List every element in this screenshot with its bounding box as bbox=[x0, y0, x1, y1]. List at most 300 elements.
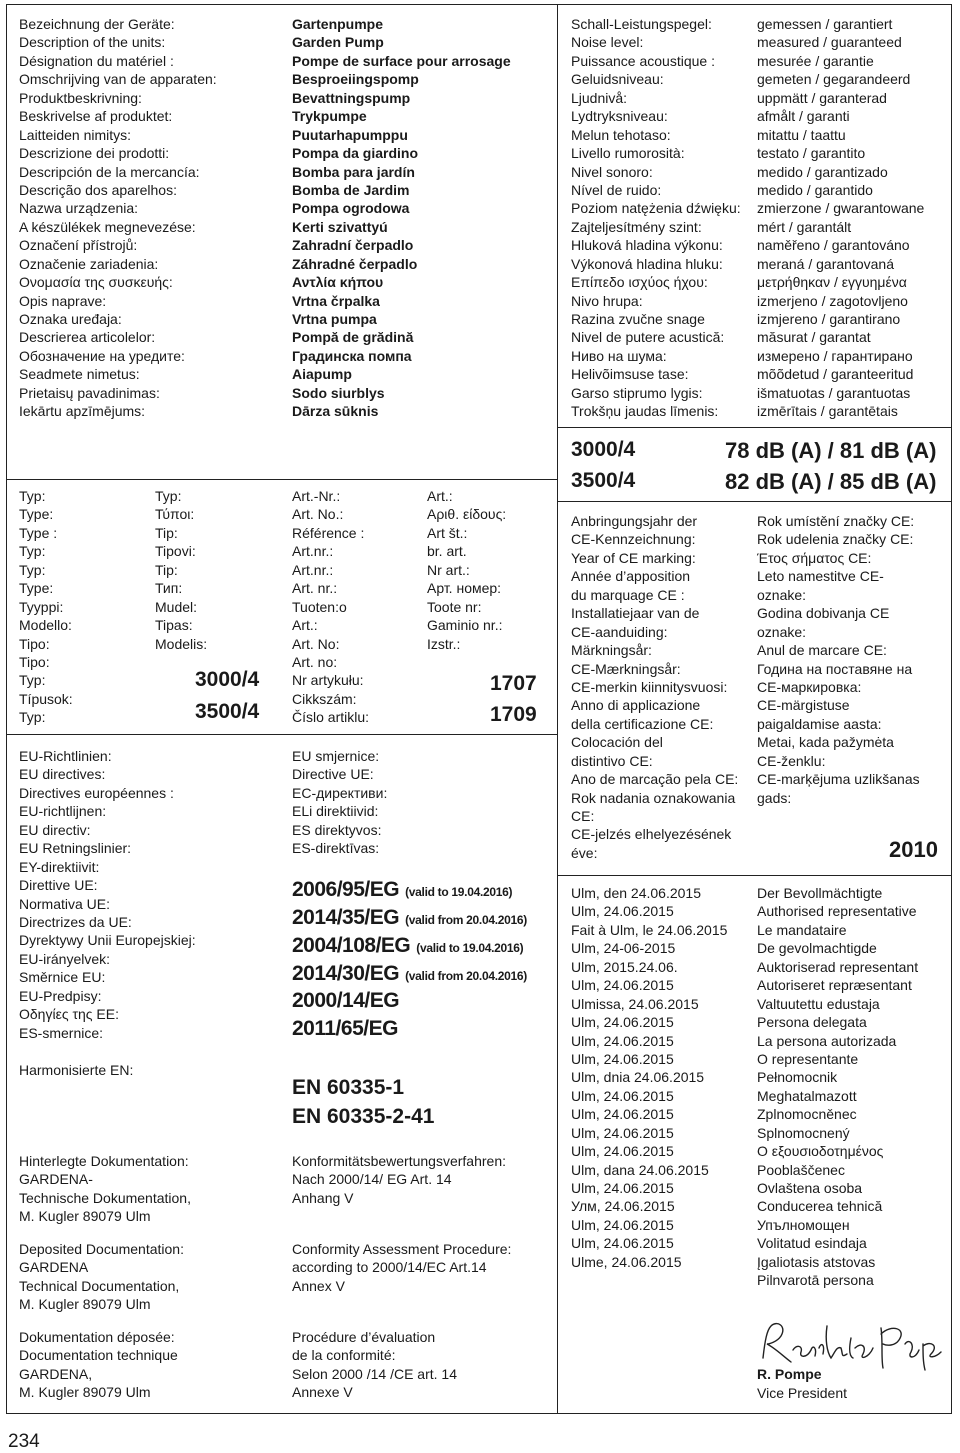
signatory-title: Vice President bbox=[757, 1385, 848, 1401]
ce-label: CE-marķējuma uzlikšanas bbox=[757, 771, 920, 788]
eu-directive-label: EU Retningslinier: bbox=[19, 840, 132, 857]
noise-result-3000: 78 dB (A) / 81 dB (A) bbox=[725, 438, 937, 463]
doc-line: M. Kugler 89079 Ulm bbox=[19, 1384, 151, 1401]
noise-value: zmierzone / gwarantowane bbox=[757, 200, 925, 217]
type-label: Modello: bbox=[19, 617, 72, 634]
eu-directive-labels-left bbox=[19, 747, 196, 1042]
eu-directive-label: ES-smernice: bbox=[19, 1024, 104, 1041]
article-label: Art. no: bbox=[292, 653, 338, 670]
eu-directive-labels-right bbox=[292, 747, 387, 858]
section-divider bbox=[6, 479, 557, 480]
ce-label: Година на поставяне на bbox=[757, 660, 913, 677]
type-label: Mudel: bbox=[155, 598, 198, 615]
device-name: Garden Pump bbox=[292, 34, 384, 51]
type-label: Typ: bbox=[19, 672, 46, 689]
representative-title: Ovlaštena osoba bbox=[757, 1180, 863, 1196]
representative-title: Der Bevollmächtigte bbox=[757, 885, 883, 901]
representative-title: Volitatud esindaja bbox=[757, 1235, 867, 1252]
device-label: Seadmete nimetus: bbox=[19, 366, 140, 383]
representative-title: La persona autorizada bbox=[757, 1032, 897, 1049]
eu-directive-label: EY-direktiivit: bbox=[19, 858, 100, 875]
signatory-name: R. Pompe bbox=[757, 1366, 822, 1382]
article-value-1707: 1707 bbox=[490, 672, 537, 695]
article-label: Nr art.: bbox=[427, 561, 470, 578]
place-date: Ulm, 24.06.2015 bbox=[571, 1124, 674, 1141]
device-label: Beskrivelse af produktet: bbox=[19, 108, 173, 125]
device-label: Opis naprave: bbox=[19, 292, 107, 309]
doc-line: Deposited Documentation: bbox=[19, 1241, 184, 1257]
eu-directive-label: EU-richtlijnen: bbox=[19, 803, 107, 820]
conformity-en bbox=[292, 1240, 511, 1295]
noise-label: Επίπεδο ισχύος ήχου: bbox=[571, 274, 708, 291]
representative-title: Zplnomocněnec bbox=[757, 1106, 857, 1123]
doc-deposited bbox=[19, 1240, 184, 1314]
directive-code: 2000/14/EG bbox=[292, 989, 400, 1012]
column-divider bbox=[557, 4, 558, 1414]
ce-label: CE: bbox=[571, 808, 595, 824]
conformity-line: Selon 2000 /14 /CE art. 14 bbox=[292, 1365, 457, 1382]
type-value-3500: 3500/4 bbox=[195, 700, 260, 723]
representative-title: Valtuutettu edustaja bbox=[757, 995, 880, 1012]
conformity-fr bbox=[292, 1328, 457, 1402]
device-name: Pompa da giardino bbox=[292, 145, 419, 162]
ce-label: Installatiejaar van de bbox=[571, 605, 700, 622]
representative-title: Authorised representative bbox=[757, 903, 917, 920]
type-label: Type : bbox=[19, 524, 58, 541]
noise-value: measured / guaranteed bbox=[757, 34, 902, 51]
noise-value: gemessen / garantiert bbox=[757, 16, 893, 32]
type-label: Típusok: bbox=[19, 690, 73, 707]
device-name: Vrtna črpalka bbox=[292, 292, 380, 309]
type-label: Тип: bbox=[155, 580, 183, 597]
type-label: Tipovi: bbox=[155, 543, 196, 560]
type-label: Τύποι: bbox=[155, 506, 195, 523]
noise-value: išmatuotas / garantuotas bbox=[757, 384, 911, 401]
device-name: Besproeiingspomp bbox=[292, 71, 419, 88]
ce-label: Rok nadania oznakowania bbox=[571, 789, 736, 806]
place-date: Ulm, 24.06.2015 bbox=[571, 1216, 674, 1233]
type-label: Modelis: bbox=[155, 635, 208, 652]
representative-title: Auktoriserad representant bbox=[757, 958, 919, 975]
noise-label: Schall-Leistungspegel: bbox=[571, 16, 712, 32]
noise-value: medido / garantido bbox=[757, 181, 873, 198]
directive-code: 2014/35/EG bbox=[292, 906, 400, 929]
ce-label: CE-jelzés elhelyezésének bbox=[571, 826, 732, 843]
section-divider bbox=[557, 501, 952, 502]
device-labels bbox=[19, 15, 217, 421]
device-name: Градинска помпа bbox=[292, 347, 412, 364]
noise-label: Razina zvučne snage bbox=[571, 311, 705, 327]
device-name: Gartenpumpe bbox=[292, 16, 384, 32]
noise-value: naměřeno / garantováno bbox=[757, 237, 910, 254]
place-date: Ulm, 2015.24.06. bbox=[571, 958, 678, 975]
doc-line: Dokumentation déposée: bbox=[19, 1329, 175, 1345]
representative-title: Pooblaščenec bbox=[757, 1161, 845, 1178]
representative-title: Meghatalmazott bbox=[757, 1087, 857, 1104]
ce-label: Anno di applicazione bbox=[571, 697, 701, 714]
directive-line bbox=[292, 989, 399, 1013]
type-label: Tipas: bbox=[155, 617, 193, 634]
ce-label: Leto namestitve CE- bbox=[757, 568, 884, 585]
place-date: Ulm, 24.06.2015 bbox=[571, 1106, 674, 1123]
directive-code: 2014/30/EG bbox=[292, 962, 400, 985]
place-date: Ulm, den 24.06.2015 bbox=[571, 885, 701, 901]
article-label: Art.: bbox=[427, 488, 453, 504]
noise-model-3500: 3500/4 bbox=[571, 469, 636, 492]
type-label: Tipo: bbox=[19, 653, 50, 670]
representatives bbox=[757, 884, 918, 1290]
ce-label: Έτος σήματος CE: bbox=[757, 549, 872, 566]
place-date: Ulm, 24.06.2015 bbox=[571, 1050, 674, 1067]
noise-labels bbox=[571, 15, 741, 421]
device-names bbox=[292, 15, 511, 421]
conformity-line: according to 2000/14/EC Art.14 bbox=[292, 1259, 487, 1276]
ce-label: CE-märgistuse bbox=[757, 697, 850, 714]
conformity-line: Procédure d’évaluation bbox=[292, 1329, 436, 1345]
device-label: Laitteiden nimitys: bbox=[19, 126, 132, 143]
device-label: Désignation du matériel : bbox=[19, 52, 174, 69]
directive-line bbox=[292, 1017, 398, 1041]
type-labels-a bbox=[19, 487, 73, 727]
doc-hinterlegt bbox=[19, 1152, 191, 1226]
directive-line bbox=[292, 934, 523, 958]
article-label: Art. No: bbox=[292, 635, 340, 652]
ce-year: 2010 bbox=[889, 837, 938, 862]
eu-directive-label: Directive UE: bbox=[292, 766, 374, 783]
article-label: br. art. bbox=[427, 543, 467, 560]
doc-line: Technische Dokumentation, bbox=[19, 1189, 191, 1206]
type-label: Type: bbox=[19, 506, 54, 523]
conformity-line: Anhang V bbox=[292, 1189, 354, 1206]
representative-title: Упълномощен bbox=[757, 1216, 850, 1233]
ce-label: Rok umístění značky CE: bbox=[757, 513, 915, 529]
conformity-de bbox=[292, 1152, 506, 1207]
article-label: Cikkszám: bbox=[292, 690, 357, 707]
ce-label: CE-aanduiding: bbox=[571, 623, 668, 640]
doc-line: M. Kugler 89079 Ulm bbox=[19, 1208, 151, 1225]
place-date: Ulm, 24.06.2015 bbox=[571, 1087, 674, 1104]
article-label: Art št.: bbox=[427, 524, 468, 541]
noise-value: medido / garantizado bbox=[757, 163, 888, 180]
eu-directive-label: Dyrektywy Unii Europejskiej: bbox=[19, 932, 196, 949]
ce-labels-right bbox=[757, 512, 920, 807]
article-label: Toote nr: bbox=[427, 598, 482, 615]
conformity-line: Nach 2000/14/ EG Art. 14 bbox=[292, 1171, 452, 1188]
eu-directive-label: EU directiv: bbox=[19, 821, 91, 838]
device-name: Bomba para jardín bbox=[292, 163, 415, 180]
ce-label: Godina dobivanja CE bbox=[757, 605, 890, 622]
place-date: Ulm, dnia 24.06.2015 bbox=[571, 1069, 705, 1086]
device-name: Sodo siurblys bbox=[292, 384, 385, 401]
ce-label: distintivo CE: bbox=[571, 752, 653, 769]
type-label: Tipo: bbox=[19, 635, 50, 652]
section-divider bbox=[6, 734, 557, 735]
ce-label: oznake: bbox=[757, 586, 807, 603]
device-name: Pompa ogrodowa bbox=[292, 200, 410, 217]
place-date: Ulm, 24.06.2015 bbox=[571, 903, 674, 920]
noise-label: Zajteljesítmény szint: bbox=[571, 218, 702, 235]
noise-label: Nivel sonoro: bbox=[571, 163, 653, 180]
device-label: Description of the units: bbox=[19, 34, 166, 51]
directive-validity-note: (valid from 20.04.2016) bbox=[405, 969, 527, 983]
place-dates bbox=[571, 884, 727, 1271]
place-date: Ulm, 24-06-2015 bbox=[571, 940, 676, 957]
ce-label: Anul de marcare CE: bbox=[757, 642, 887, 659]
type-label: Typ: bbox=[19, 561, 46, 578]
doc-line: Hinterlegte Dokumentation: bbox=[19, 1153, 189, 1169]
article-label: Nr artykułu: bbox=[292, 672, 364, 689]
noise-values bbox=[757, 15, 924, 421]
noise-label: Puissance acoustique : bbox=[571, 52, 715, 69]
page-number: 234 bbox=[8, 1431, 40, 1452]
noise-model-3000: 3000/4 bbox=[571, 438, 636, 461]
eu-directive-label: Directrizes da UE: bbox=[19, 913, 132, 930]
doc-line: M. Kugler 89079 Ulm bbox=[19, 1296, 151, 1313]
noise-value: mesurée / garantie bbox=[757, 52, 874, 69]
directive-line bbox=[292, 906, 527, 930]
ce-label: Anbringungsjahr der bbox=[571, 513, 698, 529]
eu-directive-label: EU-Richtlinien: bbox=[19, 748, 112, 764]
device-name: Puutarhapumppu bbox=[292, 126, 408, 143]
directive-code: 2006/95/EG bbox=[292, 878, 400, 901]
device-label: Označenie zariadenia: bbox=[19, 255, 159, 272]
device-name: Záhradné čerpadlo bbox=[292, 255, 418, 272]
ce-label: CE-merkin kiinnitysvuosi: bbox=[571, 678, 728, 695]
conformity-line: de la conformité: bbox=[292, 1347, 396, 1364]
place-date: Ulme, 24.06.2015 bbox=[571, 1253, 682, 1270]
ce-label: gads: bbox=[757, 789, 792, 806]
ce-label: paigaldamise aasta: bbox=[757, 715, 882, 732]
representative-title: Conducerea tehnică bbox=[757, 1198, 883, 1215]
type-label: Tyyppi: bbox=[19, 598, 64, 615]
article-label: Арт. номер: bbox=[427, 580, 502, 597]
representative-title: Autoriseret repræsentant bbox=[757, 977, 912, 994]
type-label: Typ: bbox=[19, 543, 46, 560]
conformity-line: Annexe V bbox=[292, 1384, 353, 1401]
device-name: Pompe de surface pour arrosage bbox=[292, 52, 511, 69]
place-date: Ulm, 24.06.2015 bbox=[571, 977, 674, 994]
noise-value: afmålt / garanti bbox=[757, 108, 850, 125]
noise-label: Nível de ruido: bbox=[571, 181, 662, 198]
noise-value: meraná / garantovaná bbox=[757, 255, 894, 272]
directive-validity-note: (valid to 19.04.2016) bbox=[405, 885, 513, 899]
ce-label: Ano de marcação pela CE: bbox=[571, 771, 739, 788]
article-label: Art.-Nr.: bbox=[292, 488, 341, 504]
place-date: Ulm, 24.06.2015 bbox=[571, 1032, 674, 1049]
device-label: Omschrijving van de apparaten: bbox=[19, 71, 217, 88]
ce-label: Metai, kada pažymėta bbox=[757, 734, 894, 751]
eu-directive-label: EU directives: bbox=[19, 766, 106, 783]
representative-title: Splnomocnený bbox=[757, 1124, 850, 1141]
noise-label: Garso stiprumo lygis: bbox=[571, 384, 703, 401]
harmonized-label: Harmonisierte EN: bbox=[19, 1062, 134, 1078]
eu-directive-label: EU-irányelvek: bbox=[19, 950, 111, 967]
noise-value: gemeten / gegarandeerd bbox=[757, 71, 911, 88]
ce-label: Year of CE marking: bbox=[571, 549, 696, 566]
representative-title: O representante bbox=[757, 1050, 859, 1067]
device-name: Aiapump bbox=[292, 366, 352, 383]
ce-label: du marquage CE : bbox=[571, 586, 685, 603]
noise-value: μετρήθηκαν / εγγυημένα bbox=[757, 274, 907, 291]
article-label: Art.nr.: bbox=[292, 561, 334, 578]
noise-label: Noise level: bbox=[571, 34, 644, 51]
article-value-1709: 1709 bbox=[490, 703, 537, 726]
article-labels-b bbox=[427, 487, 506, 653]
doc-line: GARDENA bbox=[19, 1259, 89, 1276]
conformity-line: Conformity Assessment Procedure: bbox=[292, 1241, 512, 1257]
doc-line: GARDENA- bbox=[19, 1171, 93, 1188]
ce-label: éve: bbox=[571, 844, 598, 861]
article-label: Art.nr.: bbox=[292, 543, 334, 560]
ce-label: Rok udelenia značky CE: bbox=[757, 531, 914, 548]
device-label: Descrierea articolelor: bbox=[19, 329, 156, 346]
device-label: Bezeichnung der Geräte: bbox=[19, 16, 175, 32]
noise-label: Ниво на шума: bbox=[571, 347, 667, 364]
device-label: Descrizione dei prodotti: bbox=[19, 145, 170, 162]
noise-value: izmērītais / garantētais bbox=[757, 403, 898, 420]
article-label: Izstr.: bbox=[427, 635, 461, 652]
noise-label: Helivõimsuse tase: bbox=[571, 366, 689, 383]
article-label: Art. nr.: bbox=[292, 580, 338, 597]
noise-label: Nivo hrupa: bbox=[571, 292, 643, 309]
noise-label: Nivel de putere acustică: bbox=[571, 329, 725, 346]
ce-label: della certificazione CE: bbox=[571, 715, 714, 732]
device-name: Dārza sūknis bbox=[292, 403, 379, 420]
article-label: Gaminio nr.: bbox=[427, 617, 503, 634]
representative-title: Le mandataire bbox=[757, 921, 847, 938]
noise-value: testato / garantito bbox=[757, 145, 866, 162]
device-label: Обозначение на уредите: bbox=[19, 347, 185, 364]
article-label: Art.: bbox=[292, 617, 318, 634]
noise-label: Hluková hladina výkonu: bbox=[571, 237, 723, 254]
device-name: Αντλία κήπου bbox=[292, 274, 384, 291]
section-divider bbox=[557, 875, 952, 876]
type-label: Typ: bbox=[19, 488, 46, 504]
conformity-line: Konformitätsbewertungsverfahren: bbox=[292, 1153, 506, 1169]
noise-value: измерено / гарантирано bbox=[757, 347, 913, 364]
representative-title: Ο εξουσιοδοτημένος bbox=[757, 1143, 884, 1160]
article-label: Tuoten:o bbox=[292, 598, 347, 615]
article-label: Art. No.: bbox=[292, 506, 344, 523]
device-name: Bevattningspump bbox=[292, 89, 411, 106]
article-label: Αριθ. είδους: bbox=[427, 506, 507, 523]
ce-labels-left bbox=[571, 512, 738, 862]
device-label: Prietaisų pavadinimas: bbox=[19, 384, 160, 401]
representative-title: Pełnomocnik bbox=[757, 1069, 838, 1086]
device-label: Descrição dos aparelhos: bbox=[19, 181, 177, 198]
ce-label: CE-маркировка: bbox=[757, 678, 862, 695]
eu-directive-label: ЕС-директиви: bbox=[292, 784, 388, 801]
eu-directive-label: Direttive UE: bbox=[19, 877, 98, 894]
eu-directive-label: ES-direktīvas: bbox=[292, 840, 380, 857]
ce-label: CE-Kennzeichnung: bbox=[571, 531, 696, 548]
directive-validity-note: (valid to 19.04.2016) bbox=[416, 941, 524, 955]
place-date: Ulm, 24.06.2015 bbox=[571, 1143, 674, 1160]
type-labels-b bbox=[155, 487, 207, 653]
device-label: Iekārtu apzīmējums: bbox=[19, 403, 146, 420]
noise-label: Geluidsniveau: bbox=[571, 71, 664, 88]
device-label: Označení přístrojů: bbox=[19, 237, 138, 254]
representative-title: Persona delegata bbox=[757, 1014, 867, 1031]
directive-code: 2011/65/EG bbox=[292, 1017, 398, 1040]
type-value-3000: 3000/4 bbox=[195, 668, 260, 691]
noise-value: izmjereno / garantirano bbox=[757, 311, 901, 327]
type-label: Tip: bbox=[155, 561, 178, 578]
eu-directive-label: Οδηγίες της ΕΕ: bbox=[19, 1006, 119, 1023]
device-name: Pompă de grădină bbox=[292, 329, 414, 346]
noise-value: mitattu / taattu bbox=[757, 126, 846, 143]
doc-line: Technical Documentation, bbox=[19, 1277, 180, 1294]
noise-label: Trokšņu jaudas līmenis: bbox=[571, 403, 719, 420]
place-date: Ulm, dana 24.06.2015 bbox=[571, 1161, 709, 1178]
ce-label: Colocación del bbox=[571, 734, 663, 751]
ce-label: CE-ženklu: bbox=[757, 752, 826, 769]
representative-title: De gevolmachtigde bbox=[757, 940, 877, 957]
noise-label: Livello rumorosità: bbox=[571, 145, 685, 162]
article-labels-a bbox=[292, 487, 369, 727]
article-label: Référence : bbox=[292, 524, 365, 541]
directive-code: 2004/108/EG bbox=[292, 934, 411, 957]
doc-line: GARDENA, bbox=[19, 1365, 93, 1382]
directive-line bbox=[292, 878, 512, 902]
representative-title: Įgaliotasis atstovas bbox=[757, 1253, 876, 1270]
eu-directive-label: Normativa UE: bbox=[19, 895, 111, 912]
device-label: Descripción de la mercancía: bbox=[19, 163, 200, 180]
noise-label: Lydtryksniveau: bbox=[571, 108, 668, 125]
device-label: Ονομασία της συσκευής: bbox=[19, 274, 173, 291]
harmonized-standard-1: EN 60335-1 bbox=[292, 1076, 405, 1099]
eu-directive-label: Directives européennes : bbox=[19, 784, 174, 801]
type-label: Typ: bbox=[155, 488, 182, 504]
noise-label: Poziom natężenia dźwięku: bbox=[571, 200, 741, 217]
ce-label: CE-Mærkningsår: bbox=[571, 660, 681, 677]
doc-deposee bbox=[19, 1328, 178, 1402]
device-name: Kerti szivattyú bbox=[292, 218, 388, 235]
noise-label: Výkonová hladina hluku: bbox=[571, 255, 723, 272]
place-date: Ulm, 24.06.2015 bbox=[571, 1014, 674, 1031]
representative-title: Pilnvarotā persona bbox=[757, 1272, 874, 1289]
noise-label: Melun tehotaso: bbox=[571, 126, 671, 143]
conformity-line: Annex V bbox=[292, 1277, 345, 1294]
place-date: Ulm, 24.06.2015 bbox=[571, 1180, 674, 1196]
noise-value: mõõdetud / garanteeritud bbox=[757, 366, 914, 383]
device-name: Vrtna pumpa bbox=[292, 311, 377, 327]
directive-validity-note: (valid from 20.04.2016) bbox=[405, 913, 527, 927]
ce-label: Märkningsår: bbox=[571, 642, 652, 659]
noise-value: izmerjeno / zagotovljeno bbox=[757, 292, 908, 309]
type-label: Tip: bbox=[155, 524, 178, 541]
place-date: Fait à Ulm, le 24.06.2015 bbox=[571, 921, 728, 938]
place-date: Ulm, 24.06.2015 bbox=[571, 1235, 674, 1252]
eu-directive-label: EU-Predpisy: bbox=[19, 987, 102, 1004]
noise-result-3500: 82 dB (A) / 85 dB (A) bbox=[725, 469, 937, 494]
article-label: Číslo artiklu: bbox=[292, 709, 370, 726]
device-label: Oznaka uređaja: bbox=[19, 311, 122, 327]
device-label: Nazwa urządzenia: bbox=[19, 200, 139, 217]
directive-line bbox=[292, 962, 527, 986]
type-label: Typ: bbox=[19, 709, 46, 726]
device-name: Trykpumpe bbox=[292, 108, 367, 125]
eu-directive-label: ELi direktiivid: bbox=[292, 803, 379, 820]
eu-directive-label: ES direktyvos: bbox=[292, 821, 382, 838]
noise-value: măsurat / garantat bbox=[757, 329, 871, 346]
device-name: Zahradní čerpadlo bbox=[292, 237, 414, 254]
device-label: Produktbeskrivning: bbox=[19, 89, 142, 106]
place-date: Улм, 24.06.2015 bbox=[571, 1198, 675, 1215]
device-label: A készülékek megnevezése: bbox=[19, 218, 196, 235]
section-divider bbox=[557, 427, 952, 428]
eu-directive-label: Směrnice EU: bbox=[19, 969, 106, 986]
